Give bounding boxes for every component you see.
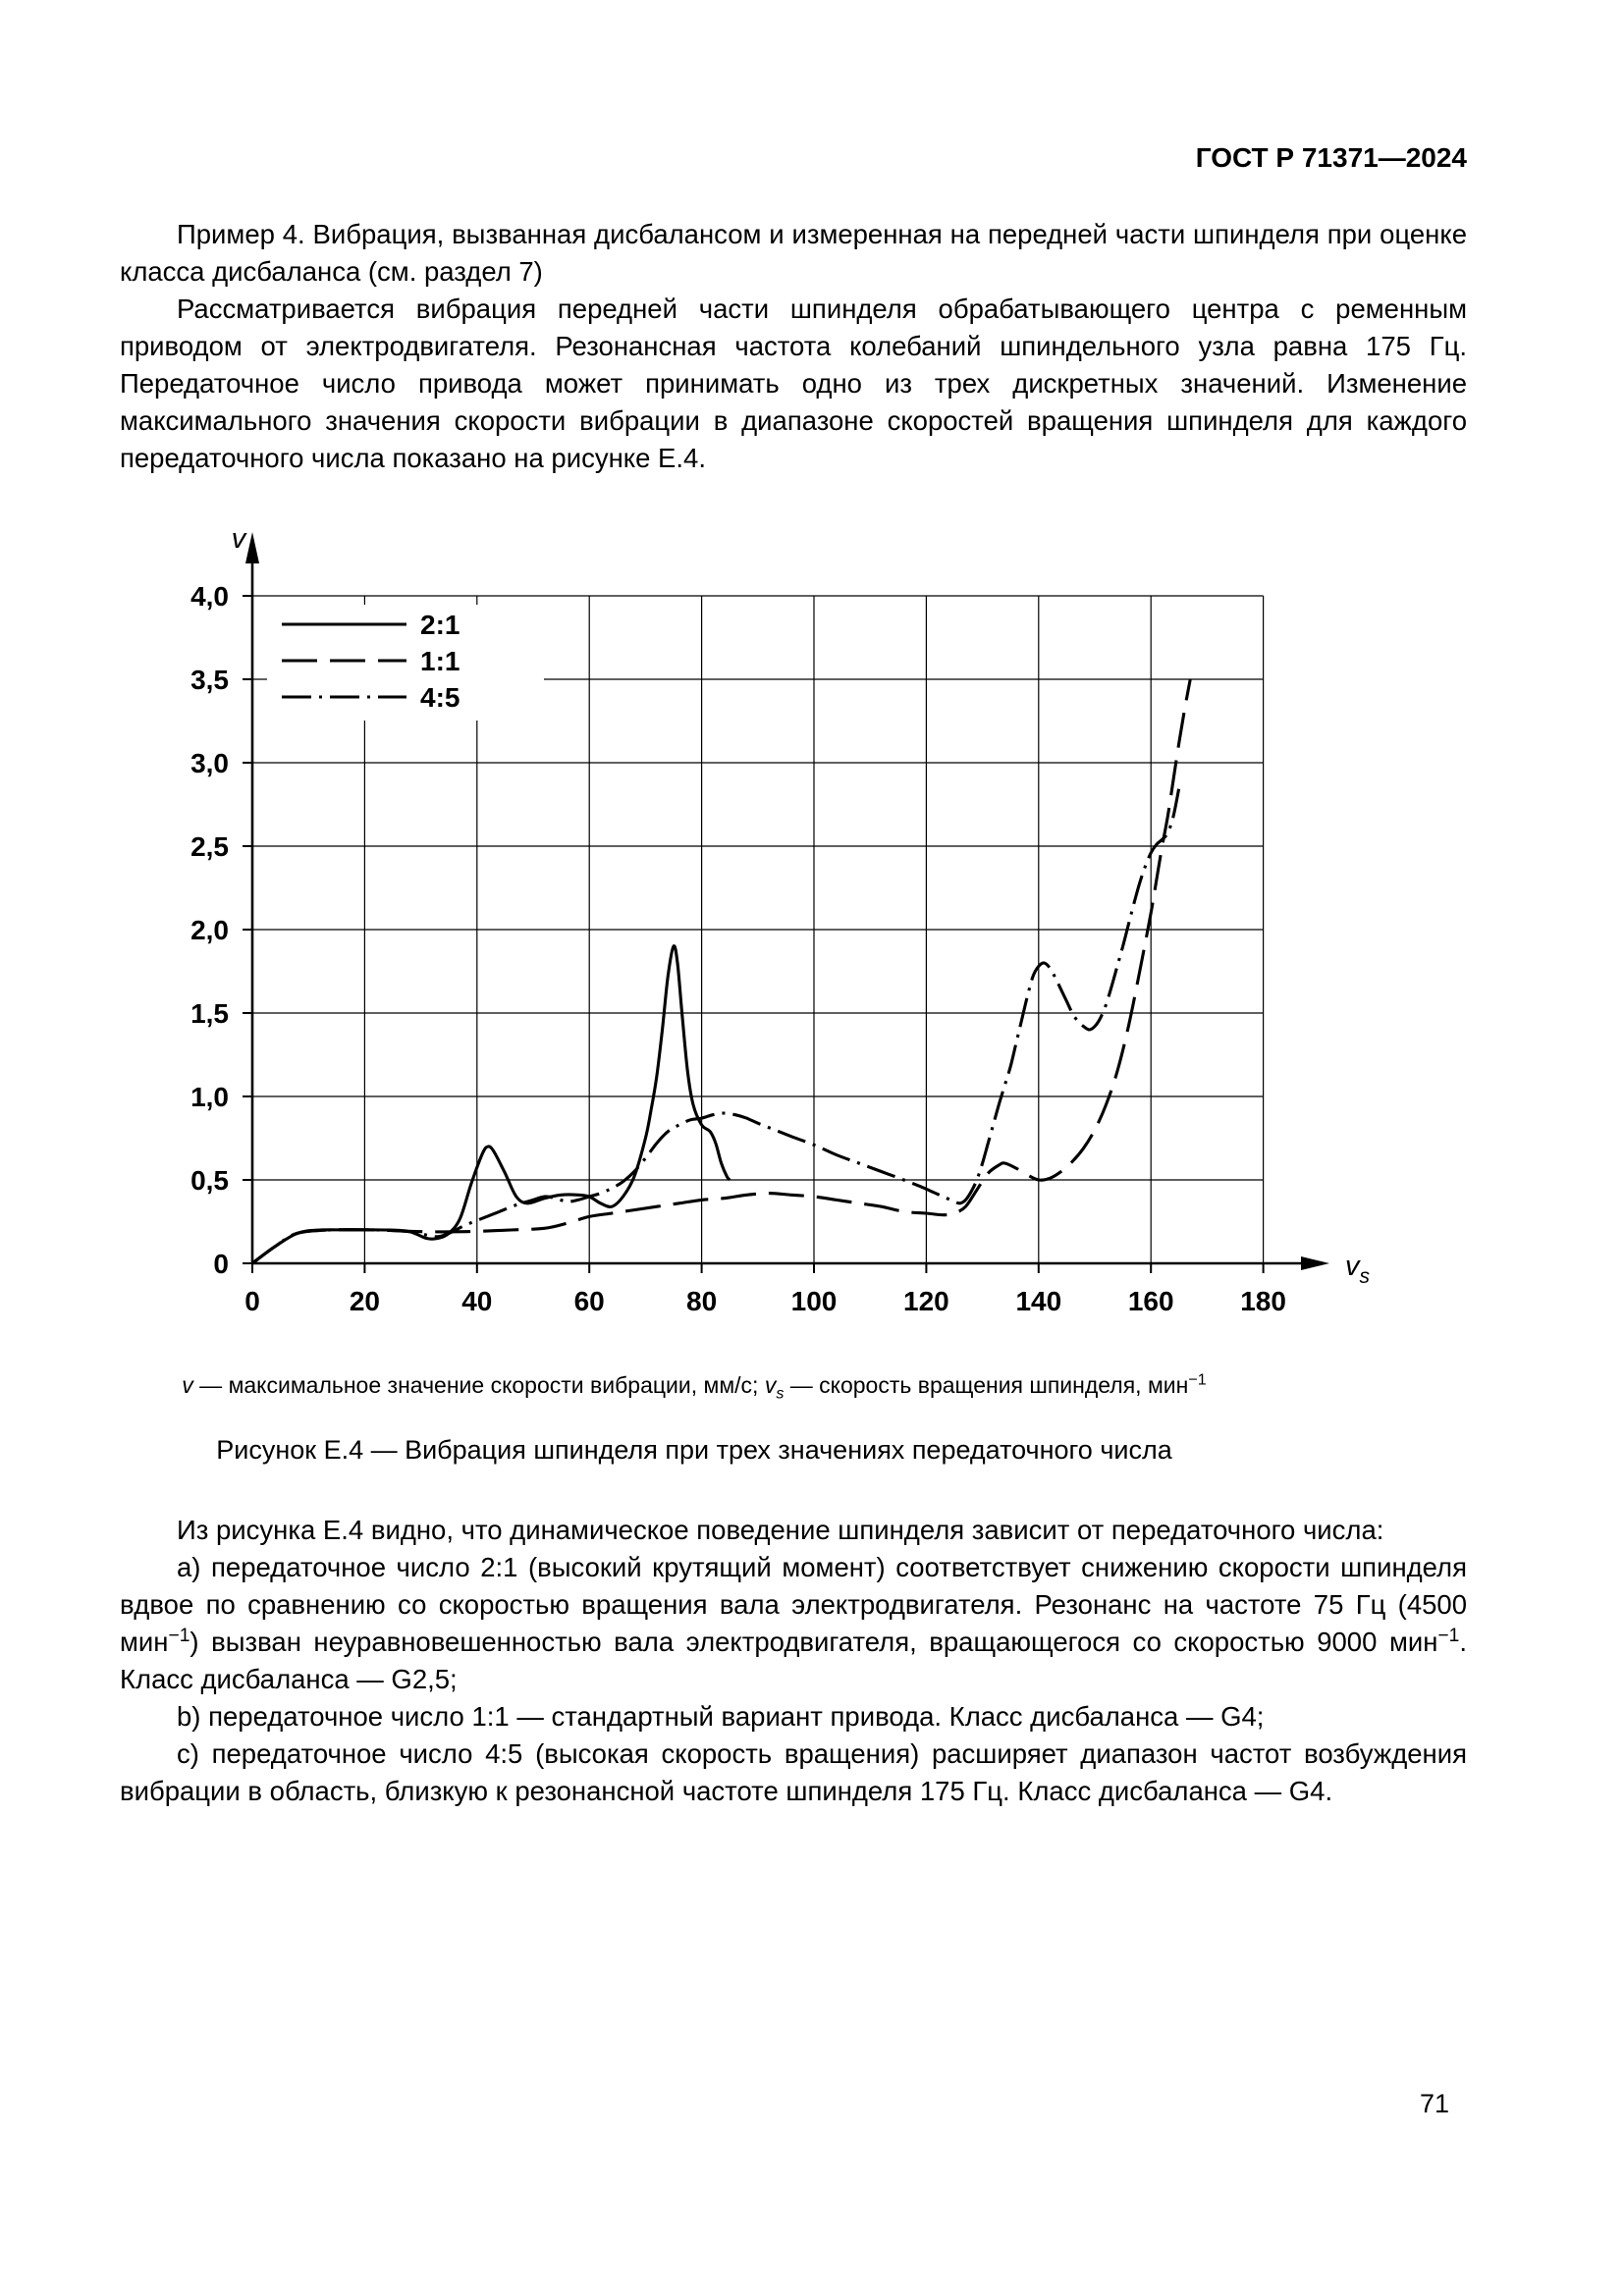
x-tick-label: 160 <box>1127 1286 1174 1316</box>
list-item-a: a) передаточное число 2:1 (высокий крутящий момент) соответствует снижению скорости шпинделя вдвое по сравнению со скоростью вращения вала электродвигателя. Резонанс на частоте 75 Гц (4500 мин$^{-1}$) вызван неуравновешенностью вала электродвигателя, вращающегося со скоростью 9000 мин$^{-1}$. Класс дисбаланса — G2,5; <box>120 1552 1467 1694</box>
y-tick-label: 3,5 <box>190 665 229 695</box>
legend-box <box>267 605 544 721</box>
x-tick-label: 100 <box>790 1286 838 1316</box>
paragraph-example-title: Пример 4. Вибрация, вызванная дисбалансом и измеренная на передней части шпинделя при оценке класса дисбаланса (см. раздел 7) <box>120 219 1467 287</box>
y-tick-label: 0 <box>213 1249 229 1279</box>
y-tick-label: 0,5 <box>190 1165 229 1196</box>
paragraph-description: Рассматривается вибрация передней части шпинделя обрабатывающего центра с ременным приводом от электродвигателя. Резонансная частота колебаний шпиндельного узла равна 175 Гц. Передаточное число привода может принимать одно из трех дискретных значений. Изменение максимального значения скорости вибрации в диапазоне скоростей вращения шпинделя для каждого передаточного числа показано на рисунке Е.4. <box>120 294 1467 473</box>
x-axis-label: $v_s$ <box>1345 1251 1370 1288</box>
document-header <box>120 143 1467 173</box>
y-axis-label: v <box>231 523 246 555</box>
x-tick-label: 20 <box>349 1286 380 1316</box>
legend-label-1-1: 1:1 <box>420 646 460 676</box>
y-tick-label: 4,0 <box>190 581 229 612</box>
list-item-c: c) передаточное число 4:5 (высокая скорость вращения) расширяет диапазон частот возбуждения вибрации в область, близкую к резонансной частоте шпинделя 175 Гц. Класс дисбаланса — G4. <box>120 1738 1467 1806</box>
curve-4-5 <box>252 788 1179 1264</box>
curve-1-1 <box>252 679 1190 1263</box>
x-axis-arrow <box>1301 1256 1329 1270</box>
figure-e4 <box>120 503 1467 1467</box>
page-number: 71 <box>1419 2089 1449 2118</box>
x-tick-label: 120 <box>903 1286 949 1316</box>
x-tick-label: 0 <box>244 1286 260 1316</box>
x-tick-label: 60 <box>573 1286 605 1316</box>
legend-label-4-5: 4:5 <box>420 682 460 713</box>
legend-label-2-1: 2:1 <box>420 610 460 640</box>
x-tick-label: 180 <box>1240 1286 1286 1316</box>
standard-number: ГОСТ Р 71371—2024 <box>1195 142 1467 173</box>
y-tick-label: 2,5 <box>190 831 229 862</box>
x-tick-label: 140 <box>1015 1286 1062 1316</box>
y-tick-label: 3,0 <box>190 748 229 778</box>
y-tick-label: 2,0 <box>190 915 229 945</box>
x-tick-label: 40 <box>461 1286 493 1316</box>
x-tick-label: 80 <box>686 1286 718 1316</box>
figure-caption: Рисунок Е.4 — Вибрация шпинделя при трех значениях передаточного числа <box>216 1435 1172 1465</box>
y-axis-arrow <box>245 532 259 563</box>
list-item-b: b) передаточное число 1:1 — стандартный вариант привода. Класс дисбаланса — G4; <box>177 1701 1265 1732</box>
vibration-chart <box>120 503 1426 1357</box>
y-tick-label: 1,0 <box>190 1082 229 1112</box>
figure-note: v — максимальное значение скорости вибрации, мм/с; $v_s$ — скорость вращения шпинделя, мин$^{-1}$ <box>182 1370 1207 1403</box>
y-tick-label: 1,5 <box>190 998 229 1029</box>
paragraph-discussion-intro: Из рисунка Е.4 видно, что динамическое поведение шпинделя зависит от передаточного числа: <box>177 1515 1384 1545</box>
